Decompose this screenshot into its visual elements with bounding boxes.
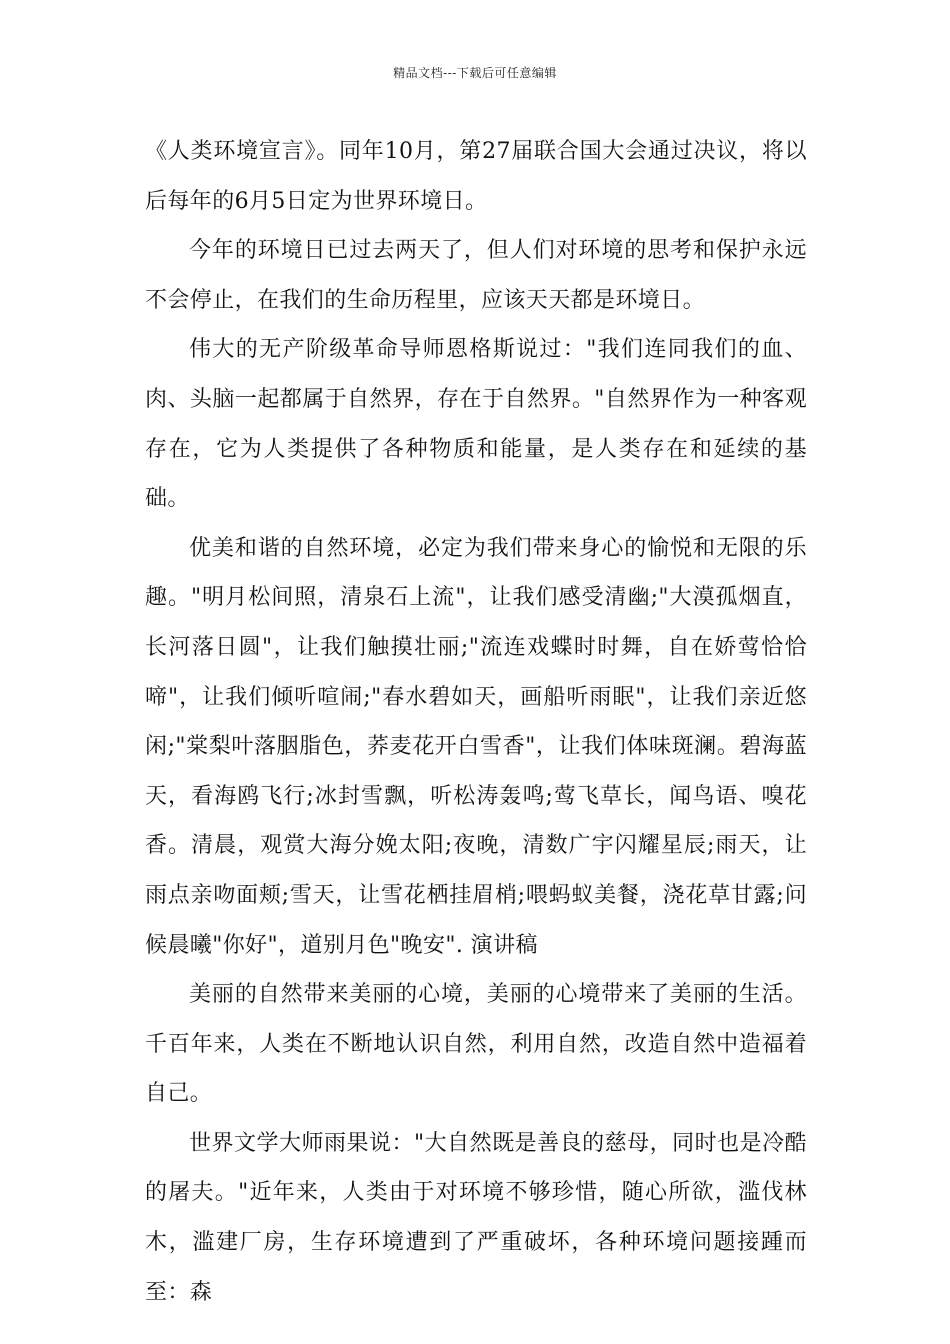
paragraph: 今年的环境日已过去两天了，但人们对环境的思考和保护永远不会停止，在我们的生命历程里，应该天天都是环境日。: [145, 238, 807, 313]
paragraph: 世界文学大师雨果说："大自然既是善良的慈母，同时也是冷酷的屠夫。"近年来，人类由于对环境不够珍惜，随心所欲，滥伐林木，滥建厂房，生存环境遭到了严重破坏，各种环境问题接踵而至：森: [145, 1130, 807, 1305]
page-header: 精品文档---下载后可任意编辑: [393, 66, 557, 80]
paragraph: 伟大的无产阶级革命导师恩格斯说过："我们连同我们的血、肉、头脑一起都属于自然界，存在于自然界。"自然界作为一种客观存在，它为人类提供了各种物质和能量，是人类存在和延续的基础。: [145, 337, 807, 512]
paragraph: 《人类环境宣言》。同年10月，第27届联合国大会通过决议，将以后每年的6月5日定为世界环境日。: [145, 139, 807, 214]
paragraph: 优美和谐的自然环境，必定为我们带来身心的愉悦和无限的乐趣。"明月松间照，清泉石上流"，让我们感受清幽;"大漠孤烟直，长河落日圆"，让我们触摸壮丽;"流连戏蝶时时舞，自在娇莺恰恰啼"，让我们倾听喧闹;"春水碧如天，画船听雨眠"，让我们亲近悠闲;"棠梨叶落胭脂色，荞麦花开白雪香"，让我们体味斑澜。碧海蓝天，看海鸥飞行;冰封雪飘，听松涛轰鸣;莺飞草长，闻鸟语、嗅花香。清晨，观赏大海分娩太阳;夜晚，清数广宇闪耀星辰;雨天，让雨点亲吻面颊;雪天，让雪花栖挂眉梢;喂蚂蚁美餐，浇花草甘露;问候晨曦"你好"，道别月色"晚安". 演讲稿: [145, 535, 807, 958]
document-body: [145, 127, 807, 1317]
paragraph: 美丽的自然带来美丽的心境，美丽的心境带来了美丽的生活。千百年来，人类在不断地认识自然，利用自然，改造自然中造福着自己。: [145, 982, 807, 1107]
